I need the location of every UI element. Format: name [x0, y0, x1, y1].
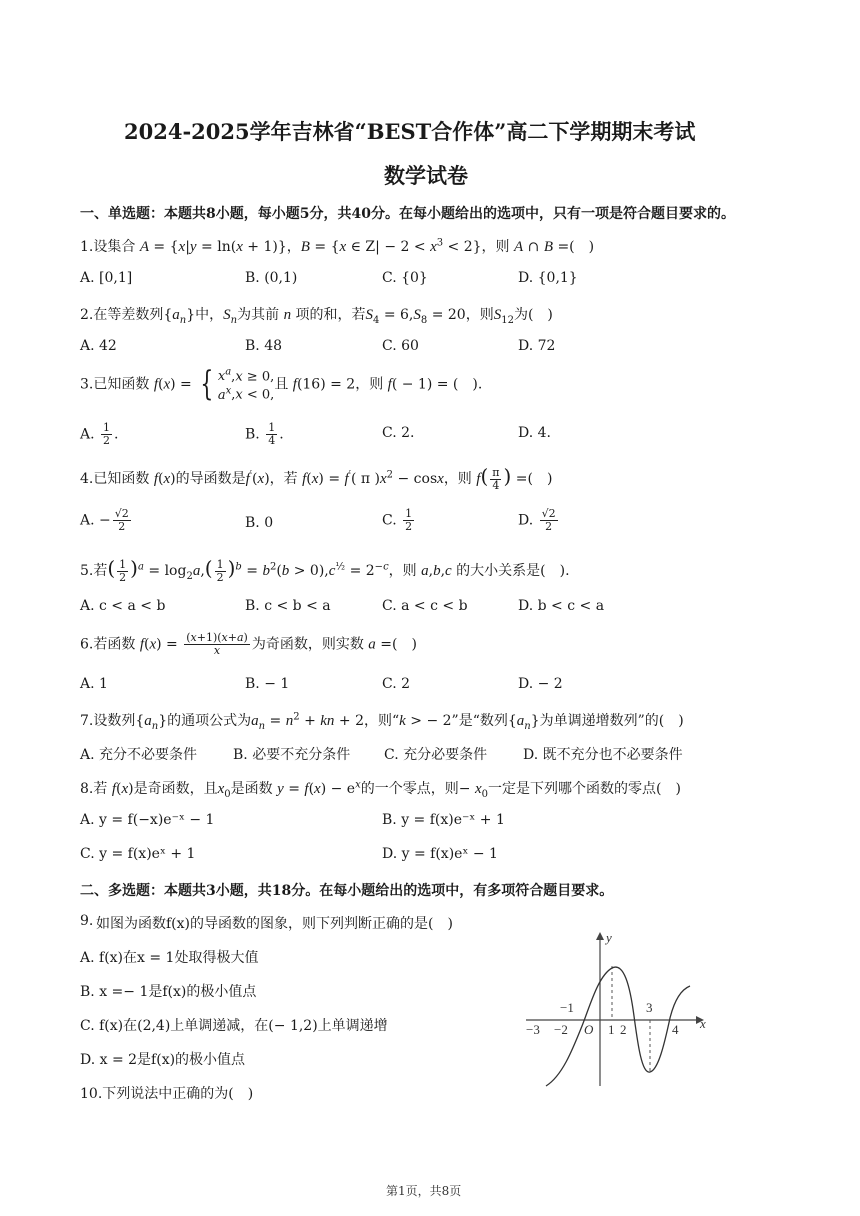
q8-option-c: C. y = f(x)eˣ + 1: [80, 846, 196, 862]
question-10: 10.下列说法中正确的为( ): [80, 1086, 254, 1102]
q1-option-b: B. (0,1): [245, 270, 298, 286]
question-4: 4.已知函数 f(x)的导函数是f′(x)，若 f(x) = f′( π )$x^2 - \cos x$，则 f( $\frac{\pi}{4}$ ) =( ): [80, 464, 553, 492]
question-6: 6.若函数 f(x) = $\frac{(x+1)(x+a)}{x}$ 为奇函数，则实数 a =( ): [80, 631, 417, 657]
tick-3: 3: [646, 1000, 653, 1015]
q6-option-b: B. − 1: [245, 676, 290, 692]
y-axis-label: y: [606, 930, 612, 945]
q8-option-b: B. y = f(x)e⁻ˣ + 1: [382, 812, 505, 828]
q6-option-a: A. 1: [80, 676, 108, 692]
x-axis-label: x: [700, 1016, 706, 1031]
q9-option-d: D. x = 2是f(x)的极小值点: [80, 1052, 246, 1068]
q3-option-a: A. $\frac{1}{2}$ .: [80, 421, 119, 447]
q7-option-a: A. 充分不必要条件: [80, 747, 198, 763]
q4-option-a: A. − $\frac{√2}{2}$: [80, 507, 129, 533]
question-9-number: 9.: [80, 913, 94, 929]
question-3: 3.已知函数 f(x) = { $x^a,x \ge 0$, $a^x,x < 0$,且 f(16) = 2，则 f( − 1) = ( ).: [80, 364, 483, 405]
q4-option-d: D. $\frac{√2}{2}$: [518, 507, 556, 533]
q4-option-b: B. 0: [245, 515, 274, 531]
q5-option-c: C. a < c < b: [382, 598, 468, 614]
origin-label: O: [584, 1022, 594, 1037]
section-heading-multiple-choice: 二、多选题：本题共3小题，共18分。在每小题给出的选项中，有多项符合题目要求。: [80, 883, 614, 899]
q8-option-a: A. y = f(−x)e⁻ˣ − 1: [80, 812, 215, 828]
section-heading-single-choice: 一、单选题：本题共8小题，每小题5分，共40分。在每小题给出的选项中，只有一项是符合题目要求的。: [80, 206, 735, 222]
q5-option-a: A. c < a < b: [80, 598, 166, 614]
tick-2: 2: [620, 1022, 627, 1037]
q1-option-a: A. [0,1]: [80, 270, 133, 286]
q2-option-c: C. 60: [382, 338, 419, 354]
q7-option-c: C. 充分必要条件: [384, 747, 488, 763]
q1-option-d: D. {0,1}: [518, 270, 578, 286]
y-axis-arrow: [596, 932, 604, 940]
question-7: 7.设数列$\{a_n\}$的通项公式为$a_n = n^2$ + kn + 2，则“k > − 2”是“数列$\{a_n\}$为单调递增数列”的( ): [80, 711, 684, 732]
q2-option-d: D. 72: [518, 338, 556, 354]
exam-subtitle: 数学试卷: [384, 163, 468, 188]
q3-option-c: C. 2.: [382, 425, 415, 441]
q9-option-a: A. f(x)在x = 1处取得极大值: [80, 950, 259, 966]
question-5: 5.若( $\frac{1}{2}$ )$^a = \log_2a$,( $\frac{1}{2}$ )$^b = b^2(b > 0),c^{\frac{1}{2}} = 2^{-c}$，则 a,b,c 的大小关系是( ).: [80, 556, 570, 584]
q2-option-a: A. 42: [80, 338, 117, 354]
q8-option-d: D. y = f(x)eˣ − 1: [382, 846, 498, 862]
q3-option-b: B. $\frac{1}{4}$ .: [245, 421, 284, 447]
q5-option-d: D. b < c < a: [518, 598, 605, 614]
tick-1: 1: [608, 1022, 615, 1037]
q3-option-d: D. 4.: [518, 425, 551, 441]
q7-option-d: D. 既不充分也不必要条件: [523, 747, 683, 763]
derivative-graph: [520, 926, 720, 1091]
page-footer: 第1页，共8页: [386, 1184, 462, 1198]
q4-option-c: C. $\frac{1}{2}$: [382, 507, 413, 533]
exam-title: 2024-2025学年吉林省“BEST合作体”高二下学期期末考试: [124, 119, 696, 144]
tick-neg2: −2: [554, 1022, 568, 1037]
q9-option-b: B. x =− 1是f(x)的极小值点: [80, 984, 257, 1000]
question-1: 1.设集合 A = {x|y = ln(x + 1)}，B = {x ∈ $Z| - 2 < x^3 < 2$}，则 A ∩ B =( ): [80, 237, 595, 255]
tick-neg3: −3: [526, 1022, 540, 1037]
tick-4: 4: [672, 1022, 679, 1037]
q5-option-b: B. c < b < a: [245, 598, 331, 614]
q6-option-d: D. − 2: [518, 676, 563, 692]
q6-option-c: C. 2: [382, 676, 411, 692]
tick-neg1: −1: [560, 1000, 574, 1015]
question-9: 如图为函数f(x)的导函数的图象，则下列判断正确的是( ): [96, 916, 453, 932]
question-2: 2.在等差数列$\{a_n\}$中，$S_n$为其前 n 项的和，若$S_4 = 6,S_8 = 20$，则$S_{12}$为( ): [80, 307, 553, 326]
question-8: 8.若 f(x)是奇函数，且$x_0$是函数 $y = f(x) - e^x$的一个零点，则− $x_0$一定是下列哪个函数的零点( ): [80, 779, 681, 800]
q1-option-c: C. {0}: [382, 270, 428, 286]
q9-option-c: C. f(x)在(2,4)上单调递减，在(− 1,2)上单调递增: [80, 1018, 388, 1034]
q7-option-b: B. 必要不充分条件: [233, 747, 351, 763]
q2-option-b: B. 48: [245, 338, 283, 354]
